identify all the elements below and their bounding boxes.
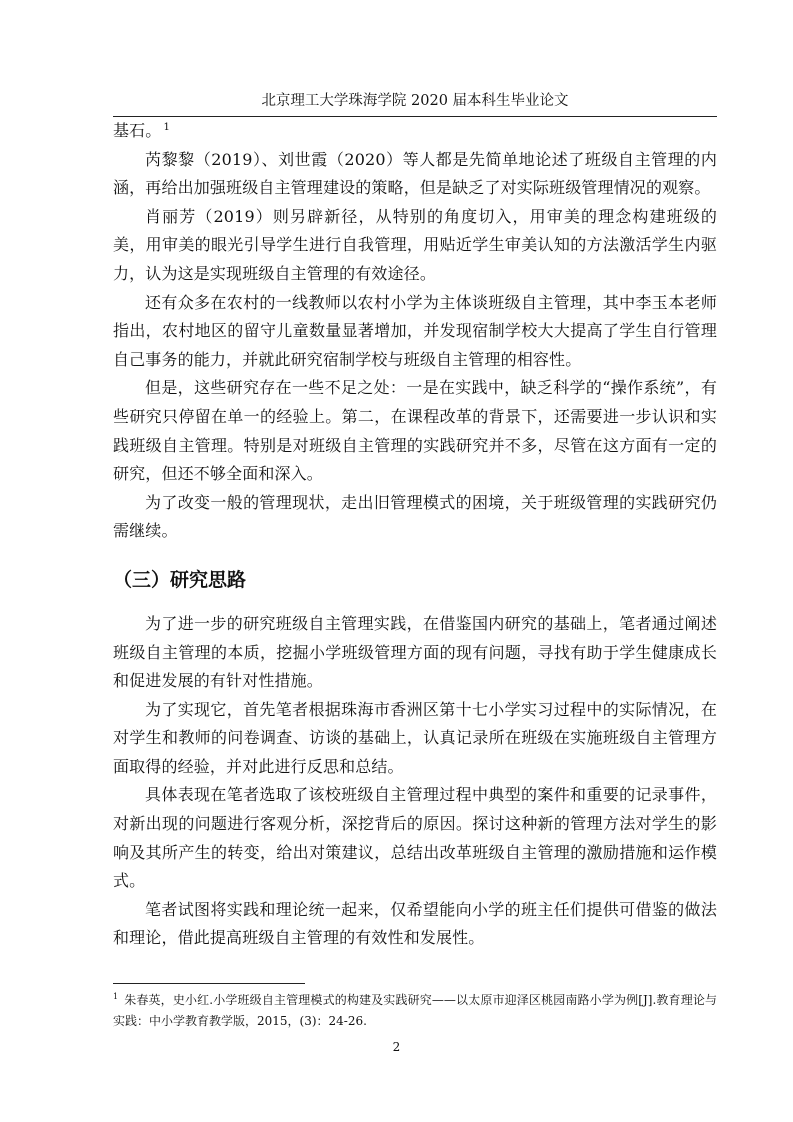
- main-content: [113, 117, 717, 953]
- paragraph: 还有众多在农村的一线教师以农村小学为主体谈班级自主管理，其中李玉本老师指出，农村地区的留守儿童数量显著增加，并发现宿制学校大大提高了学生自行管理自己事务的能力，并就此研究宿制学校与班级自主管理的相容性。: [113, 292, 717, 369]
- footnote-marker: 1: [113, 992, 119, 1001]
- paragraph: 芮黎黎（2019）、刘世霞（2020）等人都是先简单地论述了班级自主管理的内涵，再给出加强班级自主管理建设的策略，但是缺乏了对实际班级管理情况的观察。: [113, 149, 717, 198]
- paragraph: 为了改变一般的管理现状，走出旧管理模式的困境，关于班级管理的实践研究仍需继续。: [113, 492, 717, 541]
- paragraph: 为了实现它，首先笔者根据珠海市香洲区第十七小学实习过程中的实际情况，在对学生和教师的问卷调查、访谈的基础上，认真记录所在班级在实施班级自主管理方面取得的经验，并对此进行反思和总结。: [113, 699, 717, 776]
- paragraph: 肖丽芳（2019）则另辟新径，从特别的角度切入，用审美的理念构建班级的美，用审美的眼光引导学生进行自我管理，用贴近学生审美认知的方法激活学生内驱力，认为这是实现班级自主管理的有效途径。: [113, 206, 717, 283]
- footnote-divider: [113, 983, 305, 984]
- footnote-text: 朱春英，史小红.小学班级自主管理模式的构建及实践研究——以太原市迎泽区桃园南路小学为例[J].教育理论与实践：中小学教育教学版，2015，(3)：24-26.: [113, 993, 717, 1028]
- footnote: [113, 990, 717, 1032]
- footnote-reference[interactable]: 1: [163, 121, 170, 133]
- paragraph: 具体表现在笔者选取了该校班级自主管理过程中典型的案件和重要的记录事件，对新出现的问题进行客观分析，深挖背后的原因。探讨这种新的管理方法对学生的影响及其所产生的转变，给出对策建议，总结出改革班级自主管理的激励措施和运作模式。: [113, 785, 717, 891]
- section-heading: （三）研究思路: [113, 568, 247, 591]
- paragraph: 笔者试图将实践和理论统一起来，仅希望能向小学的班主任们提供可借鉴的做法和理论，借此提高班级自主管理的有效性和发展性。: [113, 899, 717, 948]
- paragraph: 为了进一步的研究班级自主管理实践，在借鉴国内研究的基础上，笔者通过阐述班级自主管理的本质，挖掘小学班级管理方面的现有问题，寻找有助于学生健康成长和促进发展的有针对性措施。: [113, 613, 717, 691]
- running-header: 北京理工大学珠海学院 2020 届本科生毕业论文: [113, 92, 717, 117]
- continuation-text: 基石。: [113, 121, 162, 140]
- paragraph-continuation: [113, 117, 717, 146]
- page-number: 2: [392, 1040, 401, 1054]
- paragraph: 但是，这些研究存在一些不足之处：一是在实践中，缺乏科学的“操作系统”，有些研究只停留在单一的经验上。第二，在课程改革的背景下，还需要进一步认识和实践班级自主管理。特别是对班级自主管理的实践研究并不多，尽管在这方面有一定的研究，但还不够全面和深入。: [113, 378, 717, 484]
